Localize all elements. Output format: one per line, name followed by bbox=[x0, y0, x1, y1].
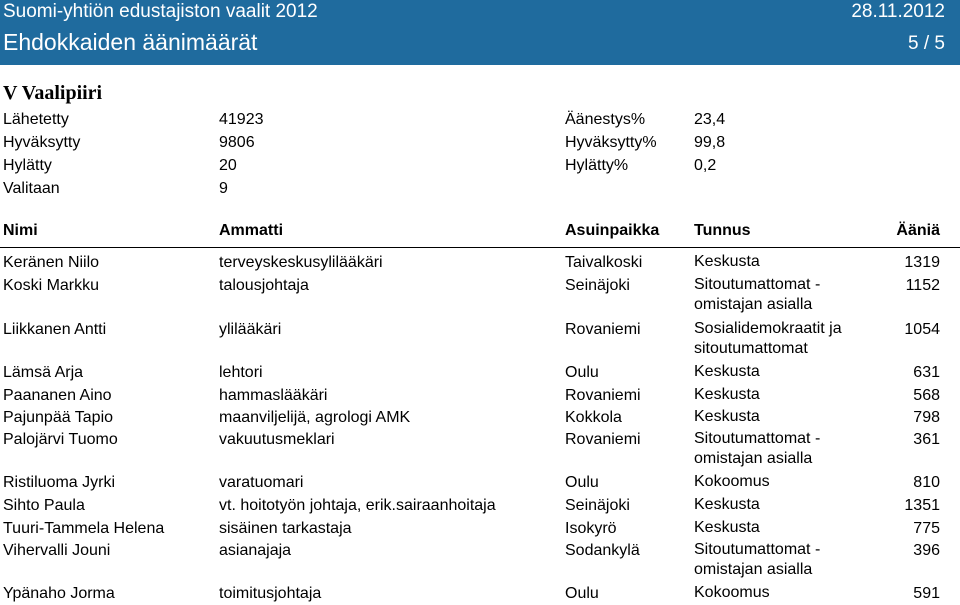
column-header-party: Tunnus bbox=[694, 222, 751, 239]
cell-residence: Kokkola bbox=[565, 409, 622, 426]
cell-occupation: sisäinen tarkastaja bbox=[219, 520, 352, 537]
cell-party: Sosialidemokraatit ja sitoutumattomat bbox=[694, 320, 842, 357]
page-number: 5 / 5 bbox=[908, 33, 945, 54]
report-date: 28.11.2012 bbox=[851, 1, 945, 22]
accepted-pct-label: Hyväksytty% bbox=[565, 134, 657, 151]
cell-votes: 568 bbox=[913, 387, 940, 404]
accepted-pct-value: 99,8 bbox=[694, 134, 726, 151]
cell-party: Sitoutumattomat - omistajan asialla bbox=[694, 541, 821, 578]
sent-value: 41923 bbox=[219, 111, 264, 128]
cell-residence: Oulu bbox=[565, 585, 599, 602]
cell-votes: 1054 bbox=[904, 321, 940, 338]
cell-name: Vihervalli Jouni bbox=[3, 542, 111, 559]
cell-party: Keskusta bbox=[694, 408, 760, 425]
column-header-name: Nimi bbox=[3, 222, 38, 239]
cell-votes: 631 bbox=[913, 364, 940, 381]
header-divider bbox=[0, 247, 960, 248]
cell-residence: Seinäjoki bbox=[565, 497, 630, 514]
cell-votes: 810 bbox=[913, 474, 940, 491]
cell-occupation: hammaslääkäri bbox=[219, 387, 328, 404]
header-band bbox=[0, 0, 960, 65]
cell-name: Ristiluoma Jyrki bbox=[3, 474, 116, 491]
cell-occupation: ylilääkäri bbox=[219, 321, 282, 338]
cell-party: Kokoomus bbox=[694, 584, 770, 601]
cell-party: Keskusta bbox=[694, 519, 760, 536]
cell-occupation: asianajaja bbox=[219, 542, 292, 559]
cell-party: Keskusta bbox=[694, 386, 760, 403]
cell-votes: 1152 bbox=[905, 277, 940, 294]
cell-residence: Sodankylä bbox=[565, 542, 640, 559]
column-header-occupation: Ammatti bbox=[219, 222, 284, 239]
cell-party: Kokoomus bbox=[694, 473, 770, 490]
elected-value: 9 bbox=[219, 180, 228, 197]
cell-residence: Seinäjoki bbox=[565, 277, 630, 294]
sent-label: Lähetetty bbox=[3, 111, 69, 128]
cell-votes: 361 bbox=[913, 431, 940, 448]
cell-votes: 775 bbox=[913, 520, 940, 537]
turnout-value: 23,4 bbox=[694, 111, 726, 128]
cell-name: Koski Markku bbox=[3, 277, 100, 294]
accepted-value: 9806 bbox=[219, 134, 255, 151]
cell-name: Paananen Aino bbox=[3, 387, 112, 404]
cell-occupation: lehtori bbox=[219, 364, 263, 381]
cell-votes: 798 bbox=[913, 409, 940, 426]
cell-name: Pajunpää Tapio bbox=[3, 409, 114, 426]
cell-residence: Isokyrö bbox=[565, 520, 617, 537]
cell-party: Sitoutumattomat - omistajan asialla bbox=[694, 276, 821, 313]
elected-label: Valitaan bbox=[3, 180, 60, 197]
cell-residence: Oulu bbox=[565, 364, 599, 381]
cell-party: Sitoutumattomat - omistajan asialla bbox=[694, 430, 821, 467]
cell-residence: Oulu bbox=[565, 474, 599, 491]
turnout-label: Äänestys% bbox=[565, 111, 646, 128]
cell-occupation: vakuutusmeklari bbox=[219, 431, 335, 448]
cell-occupation: toimitusjohtaja bbox=[219, 585, 322, 602]
cell-occupation: terveyskeskusylilääkäri bbox=[219, 254, 383, 271]
rejected-pct-value: 0,2 bbox=[694, 157, 717, 174]
cell-name: Lämsä Arja bbox=[3, 364, 84, 381]
cell-votes: 1351 bbox=[904, 497, 940, 514]
cell-name: Keränen Niilo bbox=[3, 254, 100, 271]
cell-residence: Rovaniemi bbox=[565, 321, 641, 338]
cell-residence: Taivalkoski bbox=[565, 254, 643, 271]
cell-party: Keskusta bbox=[694, 253, 760, 270]
rejected-pct-label: Hylätty% bbox=[565, 157, 629, 174]
cell-occupation: talousjohtaja bbox=[219, 277, 309, 294]
cell-residence: Rovaniemi bbox=[565, 431, 641, 448]
app-title: Suomi-yhtiön edustajiston vaalit 2012 bbox=[3, 1, 318, 22]
cell-occupation: maanviljelijä, agrologi AMK bbox=[219, 409, 411, 426]
cell-occupation: varatuomari bbox=[219, 474, 304, 491]
cell-occupation: vt. hoitotyön johtaja, erik.sairaanhoitaja bbox=[219, 497, 496, 514]
page-title: Ehdokkaiden äänimäärät bbox=[3, 29, 258, 55]
cell-party: Keskusta bbox=[694, 496, 760, 513]
rejected-value: 20 bbox=[219, 157, 237, 174]
cell-name: Palojärvi Tuomo bbox=[3, 431, 118, 448]
cell-votes: 591 bbox=[913, 585, 940, 602]
column-header-votes: Ääniä bbox=[896, 222, 940, 239]
cell-party: Keskusta bbox=[694, 363, 760, 380]
cell-votes: 1319 bbox=[904, 254, 940, 271]
rejected-label: Hylätty bbox=[3, 157, 52, 174]
cell-residence: Rovaniemi bbox=[565, 387, 641, 404]
cell-name: Liikkanen Antti bbox=[3, 321, 107, 338]
cell-name: Ypänaho Jorma bbox=[3, 585, 115, 602]
cell-votes: 396 bbox=[913, 542, 940, 559]
district-title: V Vaalipiiri bbox=[3, 82, 103, 104]
column-header-residence: Asuinpaikka bbox=[565, 222, 660, 239]
cell-name: Tuuri-Tammela Helena bbox=[3, 520, 165, 537]
accepted-label: Hyväksytty bbox=[3, 134, 81, 151]
cell-name: Sihto Paula bbox=[3, 497, 85, 514]
